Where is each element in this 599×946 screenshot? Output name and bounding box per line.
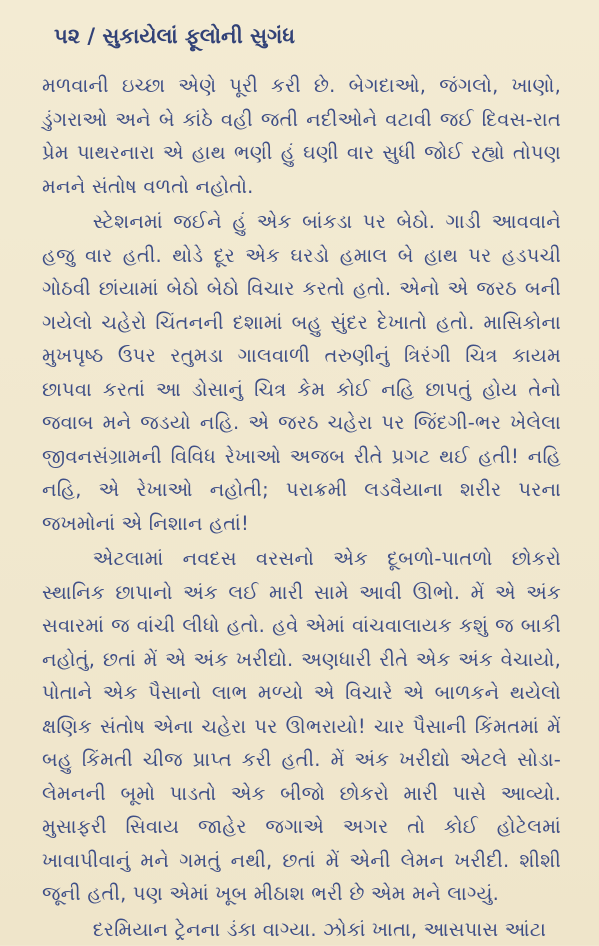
paragraph-train-bells: દરમિયાન ટ્રેનના ડંકા વાગ્યા. ઝોકાં ખાતા, આસપાસ આંટા: [42, 913, 561, 946]
paragraph-continuation: મળવાની ઇચ્છા એણે પૂરી કરી છે. બેગદાઓ, જંગલો, ખાણો, ડુંગરાઓ અને બે કાંઠે વહી જતી નદીઓને વટાવી જઈ દિવસ-રાત પ્રેમ પાથરનારા એ હાથ ભણી હું ઘણી વાર સુધી જોઈ રહ્યો તોપણ મનને સંતોષ વળતો નહોતો.: [42, 69, 561, 203]
running-head: ૫૨ / સુકાયેલાં ફૂલોની સુગંધ: [54, 24, 561, 49]
paragraph-station: સ્ટેશનમાં જઈને હું એક બાંકડા પર બેઠો. ગાડી આવવાને હજુ વાર હતી. થોડે દૂર એક ઘરડો હમાલ બે હાથ પર હડપચી ગોઠવી છાંયામાં બેઠો બેઠો વિચાર કરતો હતો. એનો એ જરઠ બની ગયેલો ચહેરો ચિંતનની દશામાં બહુ સુંદર દેખાતો હતો. માસિકોના મુખપૃષ્ઠ ઉપર રતુમડા ગાલવાળી તરુણીનું ત્રિરંગી ચિત્ર કાયમ છાપવા કરતાં આ ડોસાનું ચિત્ર કેમ કોઈ નહિ છાપતું હોય તેનો જવાબ મને જડયો નહિ. એ જરઠ ચહેરા પર જિંદગી-ભર ખેલેલા જીવનસંગ્રામની વિવિધ રેખાઓ અજબ રીતે પ્રગટ થઈ હતી! નહિ નહિ, એ રેખાઓ નહોતી; પરાક્રમી લડવૈયાના શરીર પરના જખમોનાં એ નિશાન હતાં!: [42, 205, 561, 540]
paragraph-newspaper-boy: એટલામાં નવદસ વરસનો એક દૂબળો-પાતળો છોકરો સ્થાનિક છાપાનો અંક લઈ મારી સામે આવી ઊભો. મેં એ અંક સવારમાં જ વાંચી લીધો હતો. હવે એમાં વાંચવાલાયક કશું જ બાકી નહોતું, છતાં મેં એ અંક ખરીદ્યો. અણધારી રીતે એક અંક વેચાયો, પોતાને એક પૈસાનો લાભ મળ્યો એ વિચારે એ બાળકને થયેલો ક્ષણિક સંતોષ એના ચહેરા પર ઊભરાયો! ચાર પૈસાની કિંમતમાં મેં બહુ કિંમતી ચીજ પ્રાપ્ત કરી હતી. મેં અંક ખરીદ્યો એટલે સોડા-લેમનની બૂમો પાડતો એક બીજો છોકરો મારી પાસે આવ્યો. મુસાફરી સિવાય જાહેર જગાએ અગર તો કોઈ હોટેલમાં ખાવાપીવાનું મને ગમતું નથી, છતાં મેં એની લેમન ખરીદી. શીશી જૂની હતી, પણ એમાં ખૂબ મીઠાશ ભરી છે એમ મને લાગ્યું.: [42, 542, 561, 911]
body-text: [42, 69, 561, 946]
